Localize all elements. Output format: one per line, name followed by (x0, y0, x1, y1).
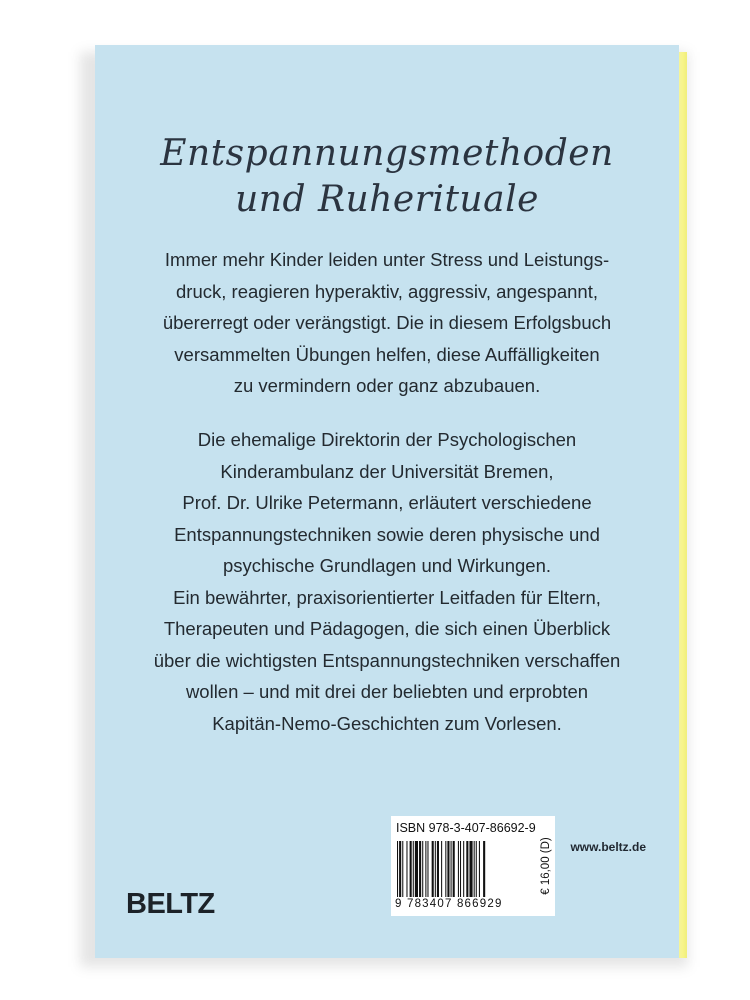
text-line: Prof. Dr. Ulrike Petermann, erläutert verschiedene (182, 492, 592, 513)
barcode-number: 9 783407 866929 (395, 898, 503, 910)
text-line: zu vermindern oder ganz abzubauen. (233, 375, 541, 396)
isbn-text: ISBN 978-3-407-86692-9 (396, 821, 536, 835)
text-line: Die ehemalige Direktorin der Psychologischen (197, 429, 577, 450)
title-line-2: und Ruherituale (235, 179, 539, 220)
barcode-icon (395, 841, 541, 897)
publisher-logo: BELTZ (126, 888, 215, 920)
publisher-website: www.beltz.de (570, 840, 646, 854)
text-line: versammelten Übungen helfen, diese Auffälligkeiten (174, 343, 600, 365)
description-paragraph-2 (95, 424, 679, 739)
text-line: druck, reagieren hyperaktiv, aggressiv, angespannt, (176, 280, 598, 302)
text-line: psychische Grundlagen und Wirkungen. (222, 555, 552, 576)
book-back-cover (95, 45, 679, 958)
text-line: übererregt oder verängstigt. Die in diesem Erfolgsbuch (162, 312, 612, 333)
text-line: wollen – und mit drei der beliebten und erprobten (185, 681, 589, 702)
text-line: Therapeuten und Pädagogen, die sich einen Überblick (163, 618, 611, 639)
text-line: Entspannungstechniken sowie deren physische und (174, 523, 600, 545)
text-line: über die wichtigsten Entspannungstechniken verschaffen (153, 649, 621, 671)
text-line: Kapitän-Nemo-Geschichten zum Vorlesen. (212, 712, 562, 734)
text-line: Kinderambulanz der Universität Bremen, (220, 460, 554, 482)
price-text: € 16,00 (D) (540, 837, 552, 895)
title-line-1: Entspannungsmethoden (160, 133, 614, 174)
barcode-label (391, 816, 553, 916)
text-line: Immer mehr Kinder leiden unter Stress und Leistungs- (164, 249, 610, 270)
text-line: Ein bewährter, praxisorientierter Leitfaden für Eltern, (173, 586, 601, 608)
description-paragraph-1 (95, 244, 679, 402)
